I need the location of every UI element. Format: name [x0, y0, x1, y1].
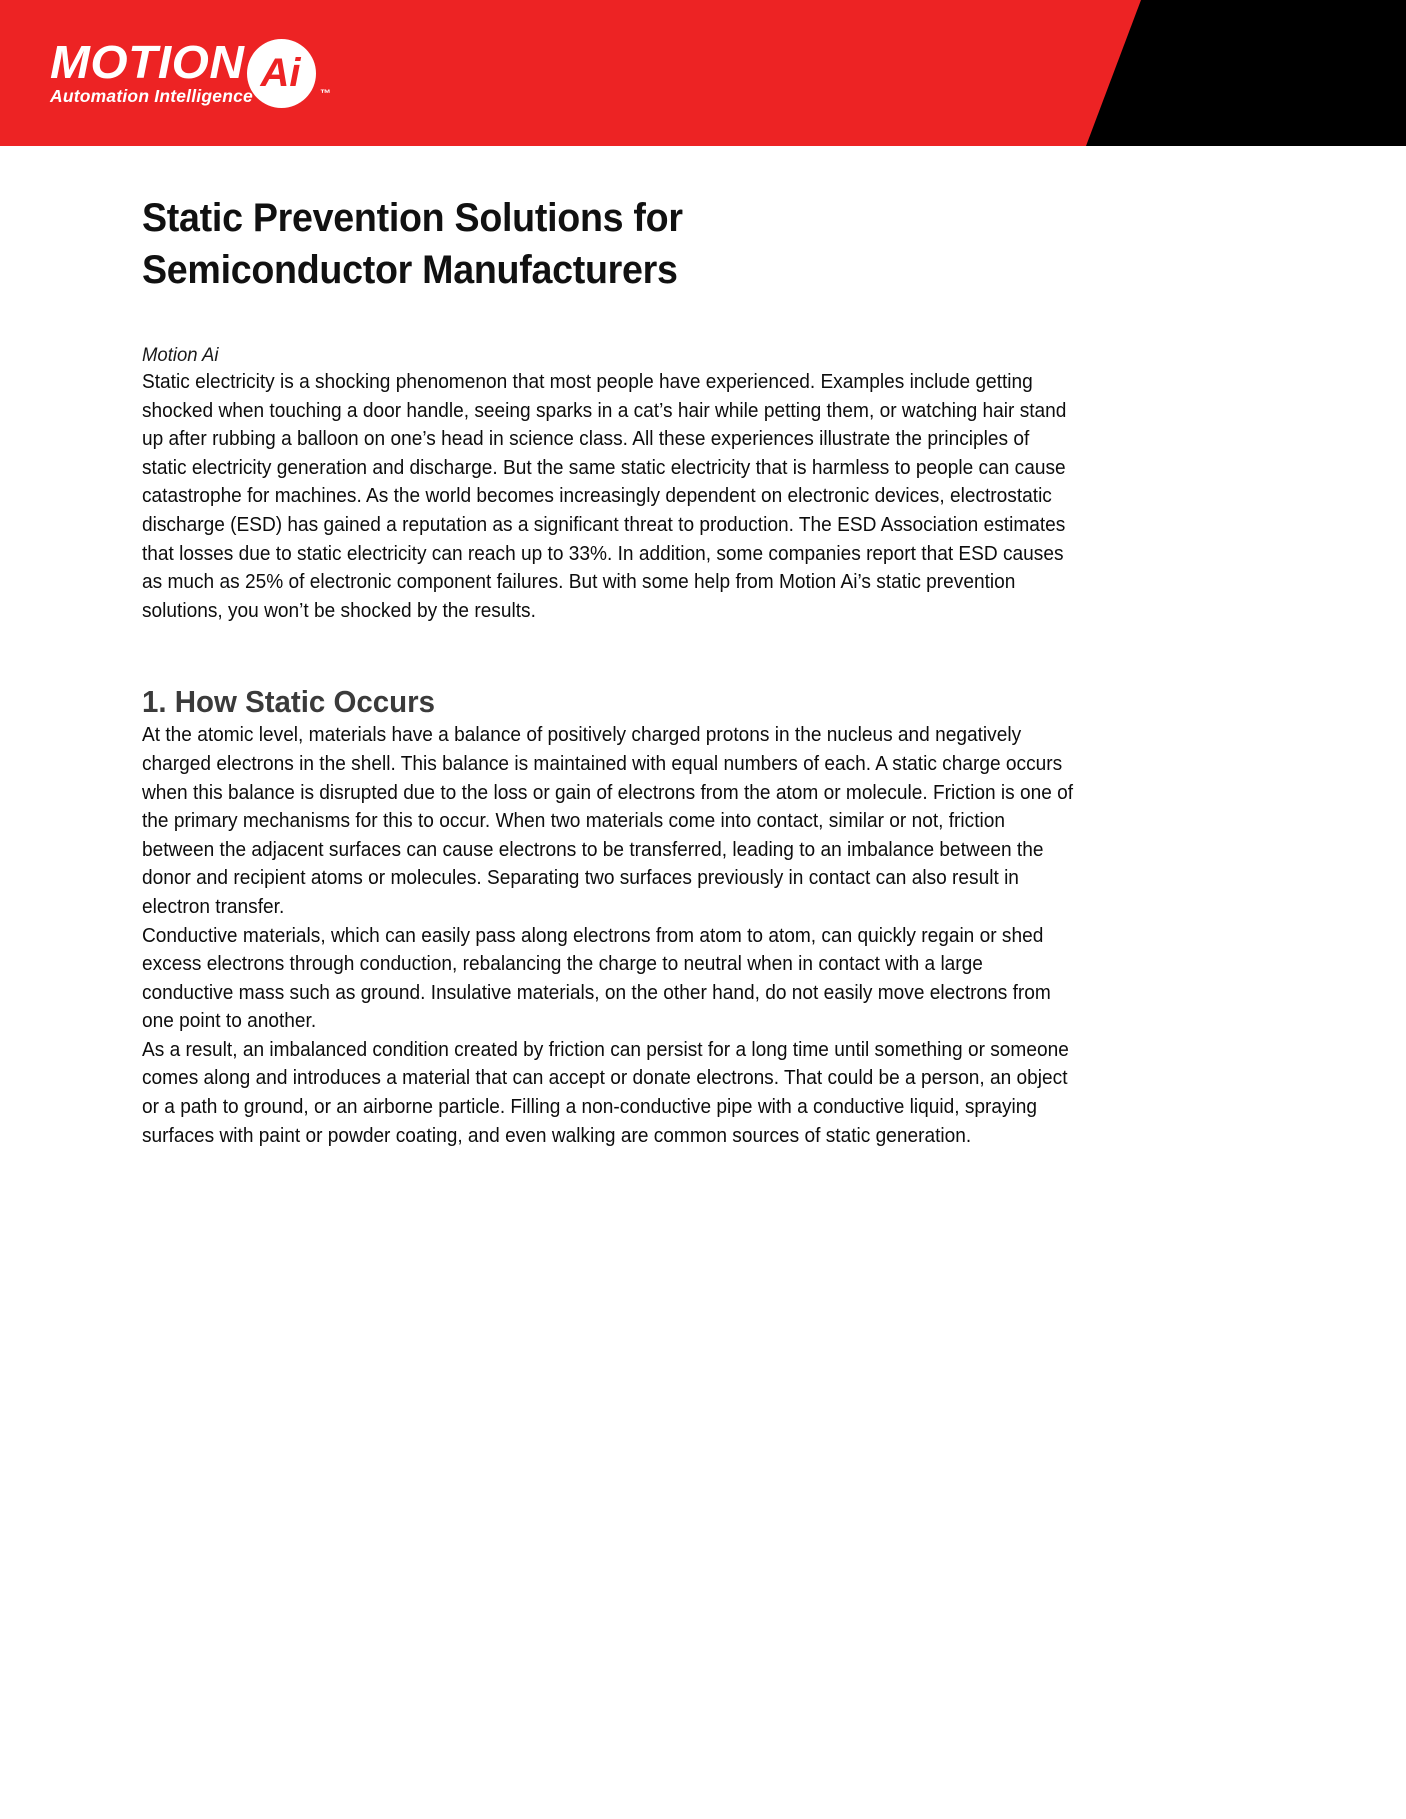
logo-tagline: Automation Intelligence [50, 86, 253, 106]
byline: Motion Ai [142, 344, 219, 366]
intro-paragraph: Static electricity is a shocking phenomenon that most people have experienced. Examples include getting shocked when touching a door handle, seeing sparks in a cat’s hair while petting them, or watching hair stand up after rubbing a balloon on one’s head in science class. All these experiences illustrate the principles of static electricity generation and discharge. But the same static electricity that is harmless to people can cause catastrophe for machines. As the world becomes increasingly dependent on electronic devices, electrostatic discharge (ESD) has gained a reputation as a significant threat to production. The ESD Association estimates that losses due to static electricity can reach up to 33%. In addition, some companies report that ESD causes as much as 25% of electronic component failures. But with some help from Motion Ai’s static prevention solutions, you won’t be shocked by the results. [142, 371, 1067, 622]
motion-ai-logo [50, 38, 331, 110]
section-heading-1: 1. How Static Occurs [142, 684, 435, 720]
section-1-paragraph-3: As a result, an imbalanced condition created by friction can persist for a long time until something or someone comes along and introduces a material that can accept or donate electrons. That could be a person, an object or a path to ground, or an airborne particle. Filling a non-conductive pipe with a conductive liquid, spraying surfaces with paint or powder coating, and even walking are common sources of static generation. [142, 1038, 1069, 1147]
section-1-paragraph-2: Conductive materials, which can easily pass along electrons from atom to atom, can quickly regain or shed excess electrons through conduction, rebalancing the charge to neutral when in contact with a large conductive mass such as ground. Insulative materials, on the other hand, do not easily move electrons from one point to another. [142, 924, 1051, 1033]
banner-diagonal-accent [1086, 0, 1406, 146]
logo-badge-label: Ai [260, 50, 301, 95]
logo-text-block [50, 38, 253, 106]
logo-ai-badge-icon [247, 39, 316, 108]
logo-trademark-symbol: ™ [319, 88, 331, 100]
document-content [142, 192, 1077, 1150]
page-title: Static Prevention Solutions for Semiconductor Manufacturers [142, 196, 683, 292]
section-1-paragraph-1: At the atomic level, materials have a balance of positively charged protons in the nucleus and negatively charged electrons in the shell. This balance is maintained with equal numbers of each. A static charge occurs when this balance is disrupted due to the loss or gain of electrons from the atom or molecule. Friction is one of the primary mechanisms for this to occur. When two materials come into contact, similar or not, friction between the adjacent surfaces can cause electrons to be transferred, leading to an imbalance between the donor and recipient atoms or molecules. Separating two surfaces previously in contact can also result in electron transfer. [142, 724, 1074, 918]
brand-header-banner [0, 0, 1406, 146]
logo-wordmark: MOTION [50, 36, 245, 88]
